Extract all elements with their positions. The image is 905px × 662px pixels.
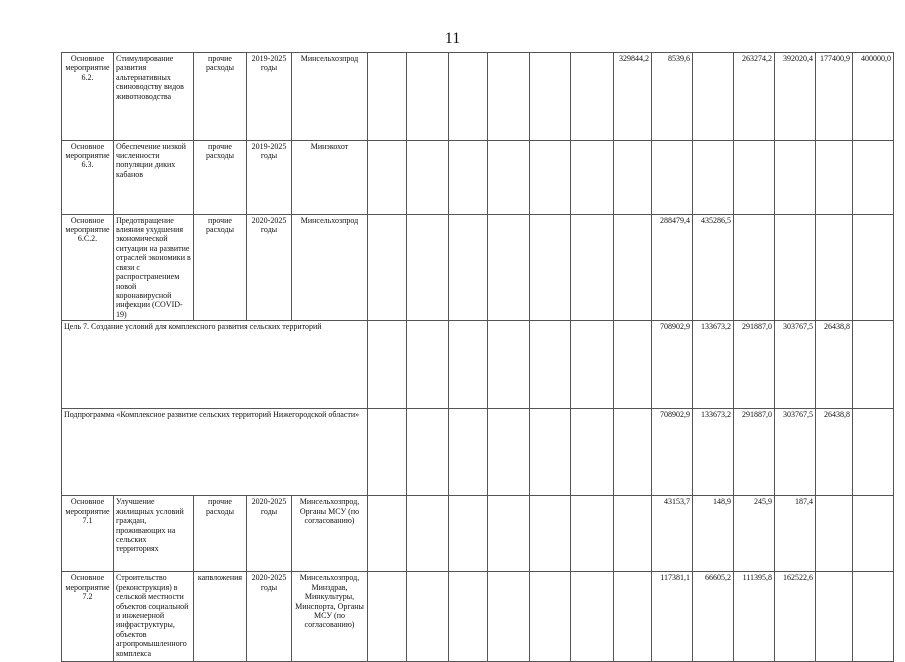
value-cell — [488, 140, 530, 214]
value-cell — [853, 140, 894, 214]
value-cell — [488, 572, 530, 662]
value-cell — [816, 214, 853, 320]
value-cell — [571, 496, 614, 572]
table-row — [62, 53, 894, 141]
expense-type: прочие расходы — [194, 214, 247, 320]
value-cell — [614, 496, 652, 572]
period: 2019-2025 годы — [247, 53, 292, 141]
value-cell: 66605,2 — [693, 572, 734, 662]
value-cell — [571, 572, 614, 662]
measure-kind: Основное мероприятие 7.2 — [62, 572, 114, 662]
value-cell — [530, 496, 571, 572]
measure-kind: Основное мероприятие 6.2. — [62, 53, 114, 141]
value-cell — [407, 214, 449, 320]
value-cell — [614, 321, 652, 409]
value-cell: 291887,0 — [734, 321, 775, 409]
value-cell — [816, 140, 853, 214]
value-cell — [407, 53, 449, 141]
value-cell — [488, 214, 530, 320]
period: 2020-2025 годы — [247, 496, 292, 572]
value-cell — [449, 321, 488, 409]
value-cell: 43153,7 — [652, 496, 693, 572]
value-cell — [449, 214, 488, 320]
value-cell — [853, 321, 894, 409]
value-cell: 133673,2 — [693, 408, 734, 496]
value-cell — [449, 53, 488, 141]
value-cell: 117381,1 — [652, 572, 693, 662]
value-cell: 26438,8 — [816, 321, 853, 409]
executor: Минсельхозпрод, Органы МСУ (по согласованию) — [292, 496, 368, 572]
value-cell: 435286,5 — [693, 214, 734, 320]
value-cell: 177400,9 — [816, 53, 853, 141]
value-cell — [368, 572, 407, 662]
value-cell — [368, 496, 407, 572]
value-cell — [571, 214, 614, 320]
value-cell: 303767,5 — [775, 408, 816, 496]
value-cell — [614, 140, 652, 214]
measure-name: Стимулирование развития альтернативных свиноводству видов животноводства — [114, 53, 194, 141]
value-cell — [853, 214, 894, 320]
value-cell: 288479,4 — [652, 214, 693, 320]
measure-name: Улучшение жилищных условий граждан, проживающих на сельских территориях — [114, 496, 194, 572]
value-cell — [614, 214, 652, 320]
value-cell — [530, 53, 571, 141]
value-cell — [449, 496, 488, 572]
value-cell — [407, 321, 449, 409]
value-cell: 162522,6 — [775, 572, 816, 662]
value-cell — [368, 214, 407, 320]
value-cell — [407, 496, 449, 572]
expense-type: прочие расходы — [194, 496, 247, 572]
executor: Минсельхозпрод — [292, 53, 368, 141]
period: 2020-2025 годы — [247, 214, 292, 320]
measure-kind: Основное мероприятие 7.1 — [62, 496, 114, 572]
goal-title: Подпрограмма «Комплексное развитие сельских территорий Нижегородской области» — [62, 408, 368, 496]
value-cell — [734, 214, 775, 320]
value-cell — [530, 408, 571, 496]
value-cell — [530, 214, 571, 320]
table-row — [62, 214, 894, 320]
value-cell: 392020,4 — [775, 53, 816, 141]
value-cell — [853, 408, 894, 496]
value-cell — [530, 572, 571, 662]
value-cell: 329844,2 — [614, 53, 652, 141]
value-cell — [775, 214, 816, 320]
value-cell — [449, 572, 488, 662]
period: 2019-2025 годы — [247, 140, 292, 214]
value-cell — [614, 408, 652, 496]
value-cell: 8539,6 — [652, 53, 693, 141]
value-cell — [449, 408, 488, 496]
value-cell — [407, 572, 449, 662]
value-cell — [368, 408, 407, 496]
value-cell — [614, 572, 652, 662]
measure-name: Строительство (реконструкция) в сельской местности объектов социальной и инженерной инфраструктуры, объектов агропромышленного комплекса — [114, 572, 194, 662]
value-cell — [571, 140, 614, 214]
value-cell: 400000,0 — [853, 53, 894, 141]
value-cell — [571, 408, 614, 496]
measure-kind: Основное мероприятие 6.С.2. — [62, 214, 114, 320]
value-cell — [816, 496, 853, 572]
value-cell — [368, 321, 407, 409]
value-cell: 708902,9 — [652, 321, 693, 409]
page-number: 11 — [444, 30, 461, 47]
value-cell: 187,4 — [775, 496, 816, 572]
value-cell — [530, 140, 571, 214]
value-cell — [853, 572, 894, 662]
value-cell — [693, 53, 734, 141]
value-cell — [488, 496, 530, 572]
value-cell — [734, 140, 775, 214]
value-cell — [693, 140, 734, 214]
table-row — [62, 140, 894, 214]
value-cell — [488, 408, 530, 496]
value-cell — [816, 572, 853, 662]
value-cell: 26438,8 — [816, 408, 853, 496]
value-cell — [853, 496, 894, 572]
value-cell: 291887,0 — [734, 408, 775, 496]
value-cell: 133673,2 — [693, 321, 734, 409]
value-cell — [449, 140, 488, 214]
table-row — [62, 572, 894, 662]
value-cell — [407, 408, 449, 496]
table-row — [62, 321, 894, 409]
value-cell — [407, 140, 449, 214]
measure-kind: Основное мероприятие 6.3. — [62, 140, 114, 214]
expense-type: прочие расходы — [194, 53, 247, 141]
executor: Минсельхозпрод, Минздрав, Минкультуры, Минспорта, Органы МСУ (по согласованию) — [292, 572, 368, 662]
value-cell — [368, 140, 407, 214]
executor: Минэкохот — [292, 140, 368, 214]
value-cell — [652, 140, 693, 214]
value-cell: 245,9 — [734, 496, 775, 572]
expense-type: капвложения — [194, 572, 247, 662]
value-cell — [488, 53, 530, 141]
goal-title: Цель 7. Создание условий для комплексного развития сельских территорий — [62, 321, 368, 409]
value-cell: 303767,5 — [775, 321, 816, 409]
expense-type: прочие расходы — [194, 140, 247, 214]
table-row — [62, 496, 894, 572]
period: 2020-2025 годы — [247, 572, 292, 662]
value-cell — [571, 53, 614, 141]
executor: Минсельхозпрод — [292, 214, 368, 320]
value-cell — [368, 53, 407, 141]
value-cell: 111395,8 — [734, 572, 775, 662]
measure-name: Обеспечение низкой численности популяции диких кабанов — [114, 140, 194, 214]
value-cell — [530, 321, 571, 409]
value-cell: 148,9 — [693, 496, 734, 572]
measure-name: Предотвращение влияния ухудшения экономической ситуации на развитие отраслей экономики в связи с распространением новой коронавирусной инфекции (COVID-19) — [114, 214, 194, 320]
value-cell — [775, 140, 816, 214]
value-cell — [488, 321, 530, 409]
value-cell: 708902,9 — [652, 408, 693, 496]
table-row — [62, 408, 894, 496]
value-cell — [571, 321, 614, 409]
value-cell: 263274,2 — [734, 53, 775, 141]
program-table — [61, 52, 894, 662]
